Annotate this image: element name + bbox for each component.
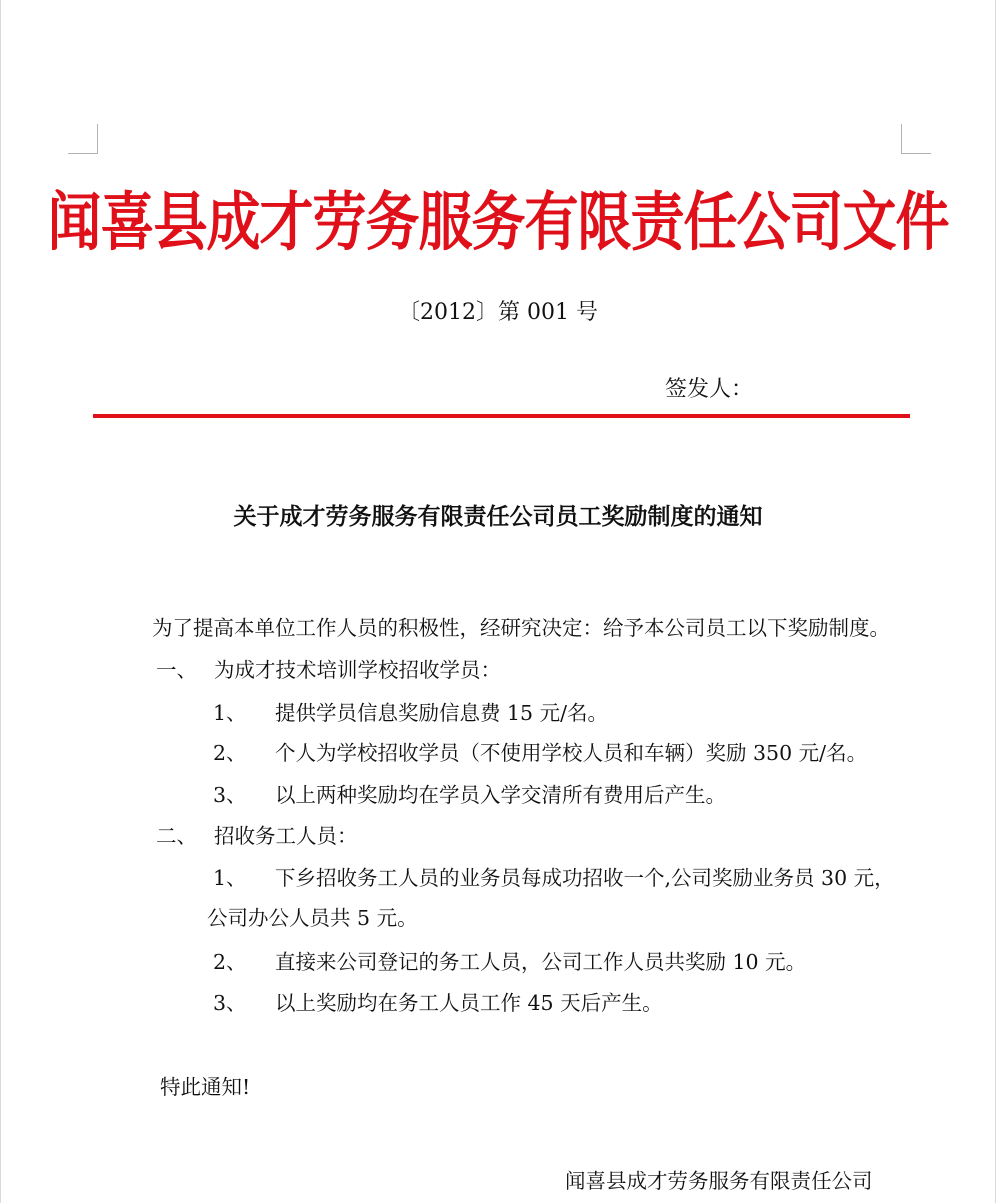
item-text: 以上两种奖励均在学员入学交清所有费用后产生。 xyxy=(275,783,726,807)
crop-mark-right-vertical xyxy=(901,124,902,154)
item-text: 提供学员信息奖励信息费 15 元/名。 xyxy=(275,701,609,725)
item-number: 1、 xyxy=(213,866,247,890)
footer-company-name: 闻喜县成才劳务服务有限责任公司 xyxy=(565,1169,873,1193)
document-number: 〔2012〕第 001 号 xyxy=(398,300,598,325)
closing-line: 特此通知! xyxy=(160,1075,251,1099)
crop-mark-left-vertical xyxy=(97,124,98,154)
item-number: 3、 xyxy=(213,783,247,807)
item-text: 直接来公司登记的务工人员，公司工作人员共奖励 10 元。 xyxy=(275,950,807,974)
notice-title: 关于成才劳务服务有限责任公司员工奖励制度的通知 xyxy=(233,503,763,530)
section-heading-text: 招收务工人员： xyxy=(214,824,358,848)
intro-paragraph: 为了提高本单位工作人员的积极性，经研究决定：给予本公司员工以下奖励制度。 xyxy=(152,616,890,640)
item-text: 个人为学校招收学员（不使用学校人员和车辆）奖励 350 元/名。 xyxy=(275,741,868,765)
list-item xyxy=(213,743,867,764)
section-heading xyxy=(156,826,358,847)
crop-mark-right-horizontal xyxy=(901,153,931,154)
signer-label: 签发人： xyxy=(665,377,754,402)
org-document-header: 闻喜县成才劳务服务有限责任公司文件 xyxy=(47,184,949,260)
red-divider-rule xyxy=(93,414,910,418)
item-number: 1、 xyxy=(213,701,247,725)
list-item xyxy=(213,993,663,1014)
list-item xyxy=(213,703,608,724)
item-number: 3、 xyxy=(213,991,247,1015)
crop-mark-left-horizontal xyxy=(68,153,98,154)
list-item xyxy=(213,952,806,973)
list-item xyxy=(213,785,726,806)
item-text: 下乡招收务工人员的业务员每成功招收一个,公司奖励业务员 30 元， xyxy=(275,866,895,890)
section-number: 二、 xyxy=(156,824,197,848)
section-heading-text: 为成才技术培训学校招收学员： xyxy=(214,658,501,682)
item-text: 以上奖励均在务工人员工作 45 天后产生。 xyxy=(275,991,663,1015)
section-number: 一、 xyxy=(156,658,197,682)
section-heading xyxy=(156,660,501,681)
list-item xyxy=(213,868,895,889)
item-number: 2、 xyxy=(213,950,247,974)
list-item-continuation: 公司办公人员共 5 元。 xyxy=(207,906,418,930)
item-number: 2、 xyxy=(213,741,247,765)
